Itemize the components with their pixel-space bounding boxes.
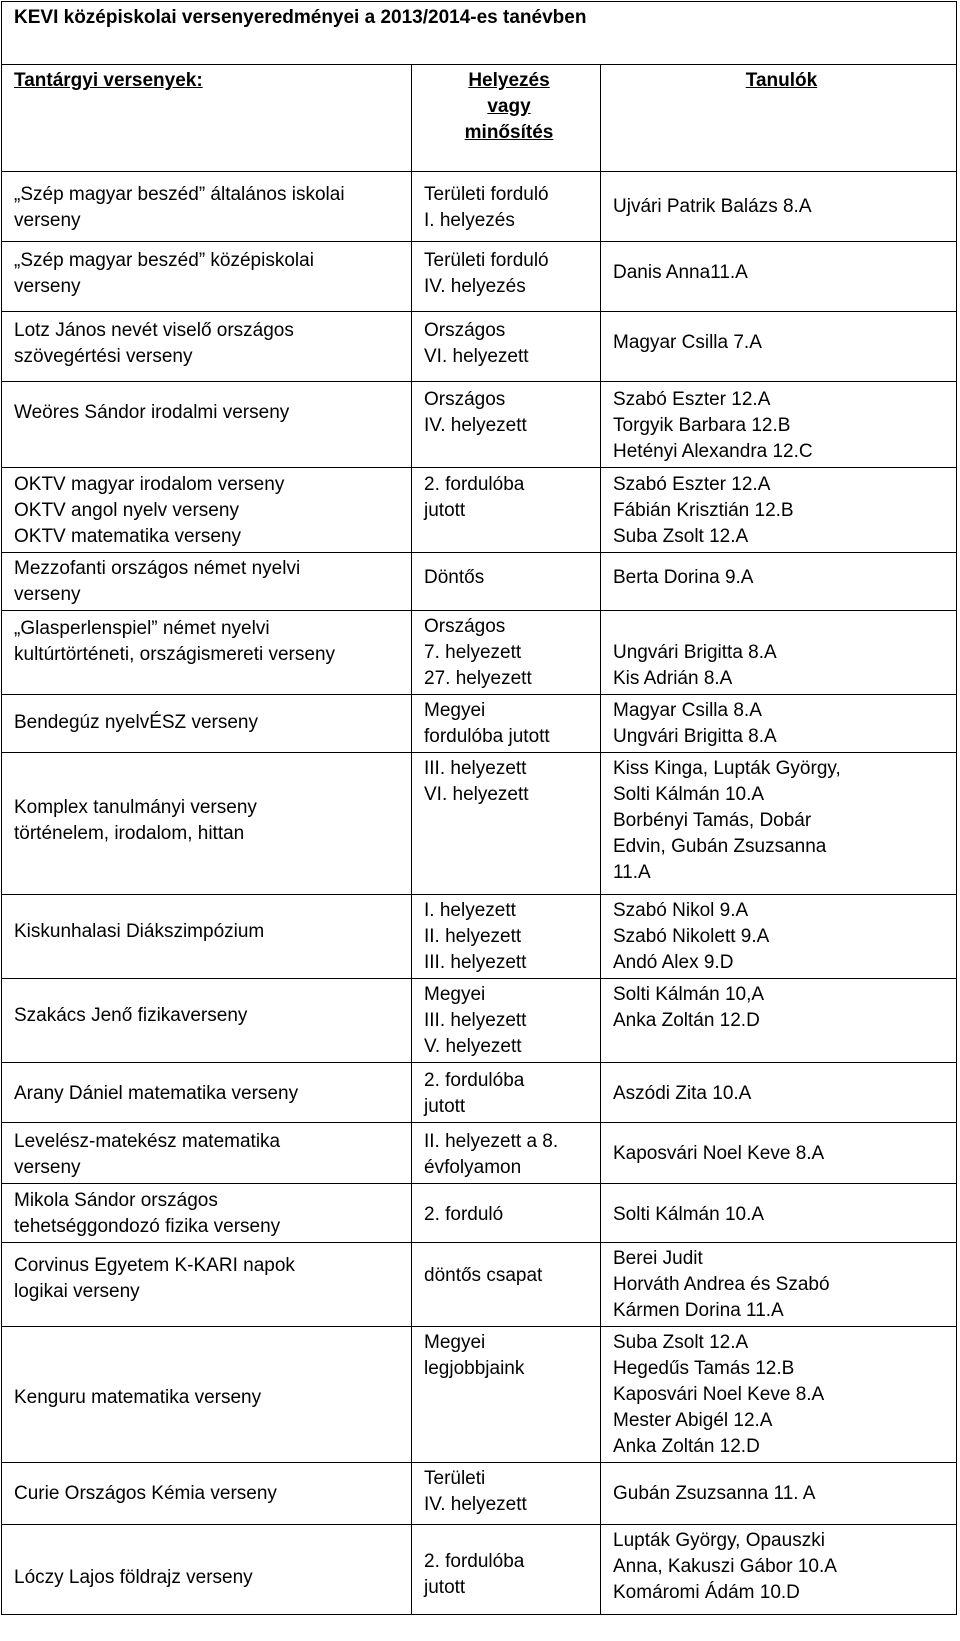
competition-cell xyxy=(2,553,412,611)
cell-line: Lupták György, Opauszki xyxy=(613,1530,825,1551)
students-cell xyxy=(601,1123,957,1184)
table-row xyxy=(2,382,957,468)
cell-line: Kiskunhalasi Diákszimpózium xyxy=(14,921,265,942)
placement-cell xyxy=(412,1123,601,1184)
cell-line: Solti Kálmán 10.A xyxy=(613,1204,765,1225)
competition-cell xyxy=(2,1184,412,1243)
cell-line: V. helyezett xyxy=(424,1036,522,1057)
cell-line: OKTV matematika verseny xyxy=(14,526,242,547)
header-students: Tanulók xyxy=(601,65,957,172)
placement-cell xyxy=(412,1327,601,1463)
competition-cell xyxy=(2,611,412,695)
cell-line: Ungvári Brigitta 8.A xyxy=(613,642,777,663)
competition-cell xyxy=(2,695,412,753)
placement-cell xyxy=(412,172,601,242)
cell-line: II. helyezett xyxy=(424,926,522,947)
placement-cell xyxy=(412,312,601,382)
cell-line: logikai verseny xyxy=(14,1281,140,1302)
cell-line: Magyar Csilla 8.A xyxy=(613,700,762,721)
competition-cell xyxy=(2,1243,412,1327)
cell-line: Solti Kálmán 10,A xyxy=(613,984,765,1005)
students-cell xyxy=(601,468,957,553)
table-row xyxy=(2,553,957,611)
students-cell xyxy=(601,1463,957,1525)
cell-line: VI. helyezett xyxy=(424,784,529,805)
document-title: KEVI középiskolai versenyeredményei a 2013/2014-es tanévben xyxy=(2,2,957,65)
header-placement xyxy=(412,65,601,172)
students-cell xyxy=(601,553,957,611)
cell-line: Gubán Zsuzsanna 11. A xyxy=(613,1483,816,1504)
header-competition: Tantárgyi versenyek: xyxy=(2,65,412,172)
cell-line: Szabó Nikol 9.A xyxy=(613,900,749,921)
cell-line: 11.A xyxy=(613,862,651,883)
cell-line: kultúrtörténeti, országismereti verseny xyxy=(14,644,336,665)
cell-line: Komáromi Ádám 10.D xyxy=(613,1582,800,1603)
placement-cell xyxy=(412,242,601,312)
cell-line: Aszódi Zita 10.A xyxy=(613,1083,752,1104)
students-cell xyxy=(601,382,957,468)
cell-line: jutott xyxy=(424,1096,466,1117)
table-row xyxy=(2,1327,957,1463)
cell-line: Megyei xyxy=(424,984,486,1005)
competition-cell xyxy=(2,468,412,553)
cell-line: Kiss Kinga, Lupták György, xyxy=(613,758,841,779)
table-row xyxy=(2,1184,957,1243)
cell-line: Suba Zsolt 12.A xyxy=(613,526,749,547)
cell-line: Fábián Krisztián 12.B xyxy=(613,500,794,521)
table-row xyxy=(2,753,957,895)
cell-line: Lotz János nevét viselő országos xyxy=(14,320,294,341)
competition-cell xyxy=(2,1525,412,1615)
cell-line: Magyar Csilla 7.A xyxy=(613,332,762,353)
cell-line: Weöres Sándor irodalmi verseny xyxy=(14,402,290,423)
competition-cell xyxy=(2,242,412,312)
students-cell xyxy=(601,895,957,979)
cell-line: Solti Kálmán 10.A xyxy=(613,784,765,805)
placement-cell xyxy=(412,1243,601,1327)
cell-line: Bendegúz nyelvÉSZ verseny xyxy=(14,712,258,733)
students-cell xyxy=(601,753,957,895)
table-row xyxy=(2,312,957,382)
cell-line: Területi forduló xyxy=(424,250,549,271)
cell-line: Hetényi Alexandra 12.C xyxy=(613,441,813,462)
cell-line: Kis Adrián 8.A xyxy=(613,668,733,689)
cell-line: Suba Zsolt 12.A xyxy=(613,1332,749,1353)
cell-line: OKTV angol nyelv verseny xyxy=(14,500,239,521)
cell-line: OKTV magyar irodalom verseny xyxy=(14,474,285,495)
table-row xyxy=(2,172,957,242)
cell-line: IV. helyezett xyxy=(424,415,527,436)
cell-line: jutott xyxy=(424,500,466,521)
cell-line: Lóczy Lajos földrajz verseny xyxy=(14,1567,253,1588)
table-row xyxy=(2,1123,957,1184)
cell-line: Ujvári Patrik Balázs 8.A xyxy=(613,196,812,217)
cell-line: Szakács Jenő fizikaverseny xyxy=(14,1005,248,1026)
cell-line: VI. helyezett xyxy=(424,346,529,367)
competition-cell xyxy=(2,753,412,895)
header-placement-line: Helyezés xyxy=(468,70,550,91)
competition-cell xyxy=(2,1123,412,1184)
placement-cell xyxy=(412,1063,601,1123)
placement-cell xyxy=(412,753,601,895)
cell-line: Corvinus Egyetem K-KARI napok xyxy=(14,1255,295,1276)
students-cell xyxy=(601,1243,957,1327)
cell-line: Területi forduló xyxy=(424,184,549,205)
placement-cell xyxy=(412,1463,601,1525)
cell-line: Torgyik Barbara 12.B xyxy=(613,415,791,436)
cell-line: „Szép magyar beszéd” középiskolai xyxy=(14,250,314,271)
cell-line: I. helyezett xyxy=(424,900,516,921)
cell-line: Komplex tanulmányi verseny xyxy=(14,797,257,818)
students-cell xyxy=(601,979,957,1063)
competition-cell xyxy=(2,1063,412,1123)
students-cell xyxy=(601,611,957,695)
cell-line: Megyei xyxy=(424,1332,486,1353)
header-row xyxy=(2,65,957,172)
cell-line: Döntős xyxy=(424,567,485,588)
table-row xyxy=(2,1243,957,1327)
cell-line: évfolyamon xyxy=(424,1157,522,1178)
cell-line: Arany Dániel matematika verseny xyxy=(14,1083,299,1104)
competition-cell xyxy=(2,1463,412,1525)
cell-line: 2. fordulóba xyxy=(424,1551,525,1572)
students-cell xyxy=(601,172,957,242)
cell-line xyxy=(613,614,950,640)
cell-line: verseny xyxy=(14,210,81,231)
cell-line: Kaposvári Noel Keve 8.A xyxy=(613,1384,825,1405)
table-row xyxy=(2,1063,957,1123)
cell-line: II. helyezett a 8. xyxy=(424,1131,559,1152)
cell-line: verseny xyxy=(14,276,81,297)
competition-cell xyxy=(2,895,412,979)
cell-line: Anka Zoltán 12.D xyxy=(613,1436,760,1457)
placement-cell xyxy=(412,611,601,695)
cell-line: Anka Zoltán 12.D xyxy=(613,1010,760,1031)
placement-cell xyxy=(412,468,601,553)
cell-line: Berta Dorina 9.A xyxy=(613,567,754,588)
students-cell xyxy=(601,695,957,753)
students-cell xyxy=(601,1184,957,1243)
competition-cell xyxy=(2,979,412,1063)
cell-line: Horváth Andrea és Szabó xyxy=(613,1274,830,1295)
cell-line: Berei Judit xyxy=(613,1248,703,1269)
students-cell xyxy=(601,1063,957,1123)
table-row xyxy=(2,468,957,553)
title-row xyxy=(2,2,957,65)
cell-line: Ungvári Brigitta 8.A xyxy=(613,726,777,747)
table-row xyxy=(2,611,957,695)
table-row xyxy=(2,695,957,753)
cell-line: 7. helyezett xyxy=(424,642,522,663)
cell-line: tehetséggondozó fizika verseny xyxy=(14,1216,281,1237)
cell-line: IV. helyezés xyxy=(424,276,526,297)
cell-line: Borbényi Tamás, Dobár xyxy=(613,810,812,831)
table-row xyxy=(2,1463,957,1525)
placement-cell xyxy=(412,895,601,979)
cell-line: Mester Abigél 12.A xyxy=(613,1410,773,1431)
cell-line: Országos xyxy=(424,389,506,410)
cell-line: Szabó Eszter 12.A xyxy=(613,474,771,495)
competition-cell xyxy=(2,1327,412,1463)
students-cell xyxy=(601,1525,957,1615)
placement-cell xyxy=(412,1525,601,1615)
cell-line: IV. helyezett xyxy=(424,1494,527,1515)
cell-line: verseny xyxy=(14,1157,81,1178)
cell-line: Mezzofanti országos német nyelvi xyxy=(14,558,301,579)
cell-line: III. helyezett xyxy=(424,758,527,779)
students-cell xyxy=(601,312,957,382)
placement-cell xyxy=(412,695,601,753)
cell-line: Kenguru matematika verseny xyxy=(14,1387,262,1408)
cell-line: „Glasperlenspiel” német nyelvi xyxy=(14,618,270,639)
table-row xyxy=(2,979,957,1063)
cell-line: legjobbjaink xyxy=(424,1358,525,1379)
cell-line: Andó Alex 9.D xyxy=(613,952,734,973)
placement-cell xyxy=(412,553,601,611)
cell-line: Anna, Kakuszi Gábor 10.A xyxy=(613,1556,837,1577)
header-placement-line: vagy xyxy=(487,96,531,117)
competition-cell xyxy=(2,312,412,382)
cell-line: Szabó Nikolett 9.A xyxy=(613,926,770,947)
cell-line: 2. fordulóba xyxy=(424,474,525,495)
cell-line: III. helyezett xyxy=(424,1010,527,1031)
cell-line: Hegedűs Tamás 12.B xyxy=(613,1358,795,1379)
cell-line: Országos xyxy=(424,320,506,341)
students-cell xyxy=(601,1327,957,1463)
cell-line: Mikola Sándor országos xyxy=(14,1190,218,1211)
cell-line: fordulóba jutott xyxy=(424,726,550,747)
results-table xyxy=(1,1,957,1615)
table-row xyxy=(2,895,957,979)
cell-line: szövegértési verseny xyxy=(14,346,193,367)
table-row xyxy=(2,242,957,312)
table-row xyxy=(2,1525,957,1615)
placement-cell xyxy=(412,979,601,1063)
cell-line: döntős csapat xyxy=(424,1265,543,1286)
placement-cell xyxy=(412,1184,601,1243)
cell-line: Edvin, Gubán Zsuzsanna xyxy=(613,836,827,857)
cell-line: Kármen Dorina 11.A xyxy=(613,1300,784,1321)
cell-line: III. helyezett xyxy=(424,952,527,973)
cell-line: verseny xyxy=(14,584,81,605)
students-cell xyxy=(601,242,957,312)
cell-line: Szabó Eszter 12.A xyxy=(613,389,771,410)
cell-line: „Szép magyar beszéd” általános iskolai xyxy=(14,184,345,205)
cell-line: I. helyezés xyxy=(424,210,515,231)
cell-line: jutott xyxy=(424,1577,466,1598)
cell-line: Kaposvári Noel Keve 8.A xyxy=(613,1143,825,1164)
cell-line: Területi xyxy=(424,1468,486,1489)
cell-line: Országos xyxy=(424,616,506,637)
header-placement-line: minősítés xyxy=(464,122,554,143)
cell-line: Curie Országos Kémia verseny xyxy=(14,1483,277,1504)
cell-line: Levelész-matekész matematika xyxy=(14,1131,281,1152)
cell-line: 27. helyezett xyxy=(424,668,532,689)
cell-line: Danis Anna11.A xyxy=(613,262,748,283)
competition-cell xyxy=(2,382,412,468)
placement-cell xyxy=(412,382,601,468)
competition-cell xyxy=(2,172,412,242)
cell-line: Megyei xyxy=(424,700,486,721)
cell-line: 2. fordulóba xyxy=(424,1070,525,1091)
cell-line: történelem, irodalom, hittan xyxy=(14,823,245,844)
cell-line: 2. forduló xyxy=(424,1204,504,1225)
